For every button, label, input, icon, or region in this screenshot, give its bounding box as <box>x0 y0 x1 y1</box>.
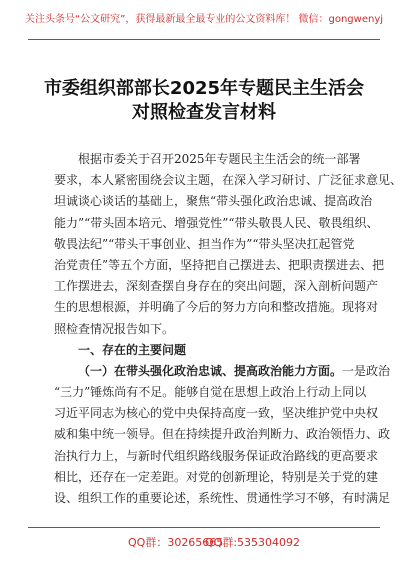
body-line: 习近平同志为核心的党中央保持高度一致，坚决维护党中央权 <box>54 406 379 421</box>
document-body <box>54 149 403 509</box>
body-line: 敬畏法纪”“带头干事创业、担当作为”“带头坚决扛起管党 <box>54 236 355 251</box>
subsection-lead: 一是政治 <box>342 363 391 378</box>
section-heading: 一、存在的主要问题 <box>78 342 187 357</box>
title-line-1: 市委组织部部长2025年专题民主生活会 <box>43 78 365 99</box>
body-line: “三力”锤炼尚有不足。能够自觉在思想上政治上行动上同以 <box>54 385 367 400</box>
footer-divider <box>28 527 380 528</box>
body-line: 设、组织工作的重要论述，系统性、贯通性学习不够，有时满足 <box>54 491 391 505</box>
subsection-line <box>54 361 391 382</box>
footer-qq-group-1: QQ群：30265665 <box>128 536 224 549</box>
body-line: 要求，本人紧密围绕会议主题，在深入学习研讨、广泛征求意见、 <box>54 173 403 188</box>
header-divider <box>28 39 380 40</box>
body-line: 治党责任”等五个方面，坚持把自己摆进去、把职责摆进去、把 <box>54 257 385 272</box>
body-line: 生的思想根源，并明确了今后的努力方向和整改措施。现将对 <box>54 300 379 315</box>
page-footer <box>0 531 408 555</box>
subsection-heading: （一）在带头强化政治忠诚、提高政治能力方面。 <box>78 363 343 378</box>
body-line: 威和集中统一领导。但在持续提升政治判断力、政治领悟力、政 <box>54 427 391 442</box>
body-line: 治执行力上，与新时代组织路线服务保证政治路线的更高要求 <box>54 448 379 463</box>
body-line: 根据市委关于召开2025年专题民主生活会的统一部署 <box>78 152 361 166</box>
body-line: 坦诚谈心谈话的基础上，聚焦“带头强化政治忠诚、提高政治 <box>54 194 373 209</box>
body-line: 照检查情况报告如下。 <box>54 321 175 336</box>
footer-qq-group-2: QQ群:535304092 <box>205 536 301 549</box>
page-header: 关注头条号“公文研究”，获得最新最全最专业的公文资料库！ 微信：gongwenyj <box>24 14 384 25</box>
document-title <box>0 77 408 125</box>
title-line-2: 对照检查发言材料 <box>132 102 276 123</box>
body-line: 能力”“带头固本培元、增强党性”“带头敬畏人民、敬畏组织、 <box>54 215 379 230</box>
body-line: 工作摆进去，深刻查摆自身存在的突出问题，深入剖析问题产 <box>54 279 379 294</box>
body-line: 相比，还存在一定差距。对党的创新理论，特别是关于党的建 <box>54 469 379 484</box>
